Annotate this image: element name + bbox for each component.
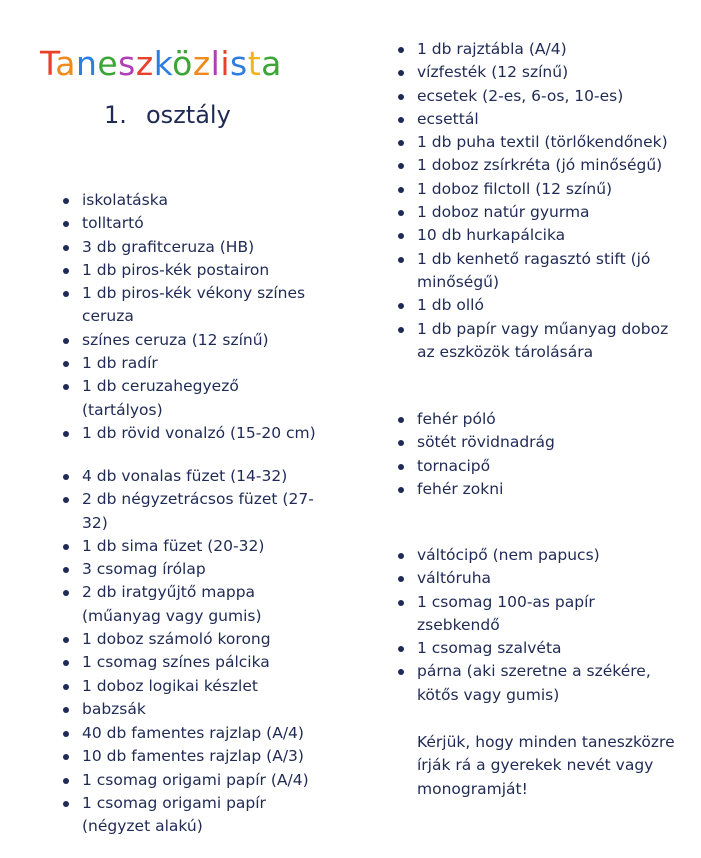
title-letter: T bbox=[40, 44, 56, 83]
title-letter: a bbox=[55, 44, 76, 83]
title-letter: e bbox=[97, 44, 119, 83]
list-item: babzsák bbox=[82, 698, 337, 721]
list-item: sötét rövidnadrág bbox=[417, 431, 687, 454]
title-letter: z bbox=[192, 44, 211, 83]
list-item: 1 doboz filctoll (12 színű) bbox=[417, 178, 687, 201]
list-item: 1 csomag origami papír (A/4) bbox=[82, 769, 337, 792]
list-item: tornacipő bbox=[417, 455, 687, 478]
title-letter: ö bbox=[172, 44, 193, 83]
list-item: 3 db grafitceruza (HB) bbox=[82, 236, 322, 259]
list-item: váltócipő (nem papucs) bbox=[417, 544, 667, 567]
list-item: fehér póló bbox=[417, 408, 687, 431]
title-letter: k bbox=[153, 44, 173, 83]
list-item: 1 csomag 100-as papír zsebkendő bbox=[417, 591, 667, 638]
list-item: 1 db papír vagy műanyag doboz az eszközök tárolására bbox=[417, 318, 687, 365]
list-item: 1 csomag szalvéta bbox=[417, 637, 667, 660]
list-item: 1 db piros-kék vékony színes ceruza bbox=[82, 282, 322, 329]
title-letter: s bbox=[118, 44, 136, 83]
list-item: 10 db hurkapálcika bbox=[417, 224, 687, 247]
class-number: 1. bbox=[104, 101, 127, 129]
list-item: 1 csomag színes pálcika bbox=[82, 651, 337, 674]
art-supplies-list bbox=[417, 38, 687, 364]
title-letter: t bbox=[247, 44, 262, 83]
list-item: váltóruha bbox=[417, 567, 667, 590]
list-item: 1 doboz natúr gyurma bbox=[417, 201, 687, 224]
page-title bbox=[40, 40, 282, 88]
basic-supplies-list bbox=[82, 189, 322, 445]
list-item: 1 csomag origami papír (négyzet alakú) bbox=[82, 792, 337, 839]
list-item: fehér zokni bbox=[417, 478, 687, 501]
title-letter: n bbox=[75, 44, 98, 83]
list-item: színes ceruza (12 színű) bbox=[82, 329, 322, 352]
title-letter: a bbox=[261, 44, 282, 83]
list-item: 1 db puha textil (törlőkendőnek) bbox=[417, 131, 687, 154]
list-item: 1 db sima füzet (20-32) bbox=[82, 535, 337, 558]
list-item: 1 doboz zsírkréta (jó minőségű) bbox=[417, 154, 687, 177]
list-item: 2 db iratgyűjtő mappa (műanyag vagy gumis) bbox=[82, 581, 337, 628]
list-item: 1 db rajztábla (A/4) bbox=[417, 38, 687, 61]
list-item: 3 csomag írólap bbox=[82, 558, 337, 581]
change-items-list bbox=[417, 544, 667, 707]
list-item: 2 db négyzetrácsos füzet (27-32) bbox=[82, 488, 337, 535]
notebooks-list bbox=[82, 465, 337, 721]
list-item: vízfesték (12 színű) bbox=[417, 61, 687, 84]
list-item: párna (aki szeretne a székére, kötős vagy gumis) bbox=[417, 660, 667, 707]
title-letter: l bbox=[210, 44, 221, 83]
list-item: tolltartó bbox=[82, 212, 322, 235]
drawing-paper-list bbox=[82, 722, 337, 838]
list-item: 1 db radír bbox=[82, 352, 322, 375]
list-item: 10 db famentes rajzlap (A/3) bbox=[82, 745, 337, 768]
list-item: ecsettál bbox=[417, 108, 687, 131]
class-heading bbox=[104, 97, 231, 133]
list-item: 1 db olló bbox=[417, 294, 687, 317]
name-label-note: Kérjük, hogy minden taneszközre írják rá a gyerekek nevét vagy monogramját! bbox=[417, 733, 675, 798]
list-item: 1 db rövid vonalzó (15-20 cm) bbox=[82, 422, 322, 445]
title-letter: i bbox=[220, 44, 231, 83]
list-item: 1 doboz logikai készlet bbox=[82, 675, 337, 698]
list-item: 4 db vonalas füzet (14-32) bbox=[82, 465, 337, 488]
list-item: 1 db kenhető ragasztó stift (jó minőségű) bbox=[417, 248, 687, 295]
title-letter: z bbox=[135, 44, 154, 83]
title-letter: s bbox=[230, 44, 248, 83]
list-item: iskolatáska bbox=[82, 189, 322, 212]
list-item: 1 db piros-kék postairon bbox=[82, 259, 322, 282]
list-item: 1 db ceruzahegyező (tartályos) bbox=[82, 375, 322, 422]
class-label: osztály bbox=[146, 101, 231, 129]
pe-clothes-list bbox=[417, 408, 687, 501]
list-item: ecsetek (2-es, 6-os, 10-es) bbox=[417, 85, 687, 108]
list-item: 40 db famentes rajzlap (A/4) bbox=[82, 722, 337, 745]
list-item: 1 doboz számoló korong bbox=[82, 628, 337, 651]
